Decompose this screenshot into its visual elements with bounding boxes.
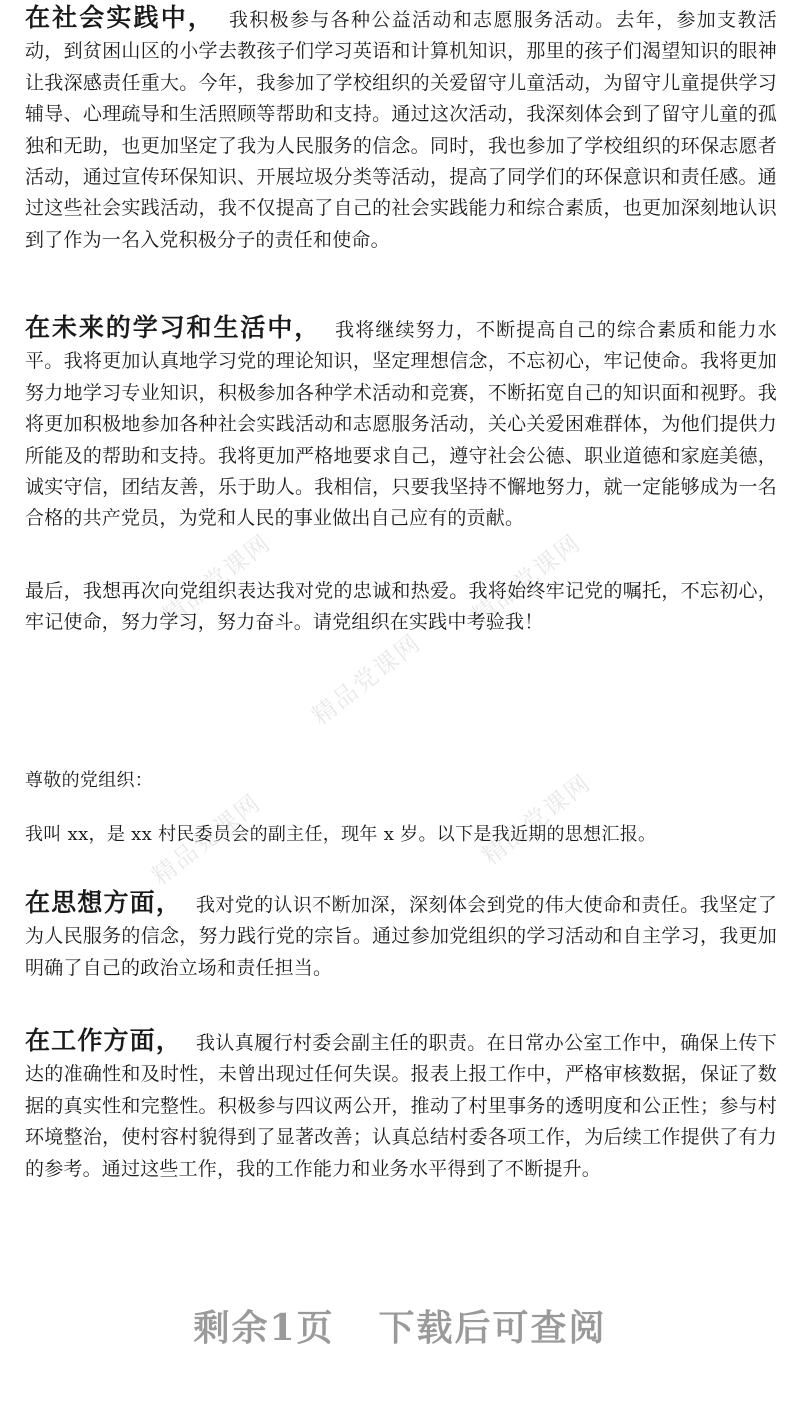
download-to-view-label: 下载后可查阅 — [378, 1307, 607, 1349]
section-body: 我认真履行村委会副主任的职责。在日常办公室工作中，确保上传下达的准确性和及时性，未曾出现过任何失误。报表上报工作中，严格审核数据，保证了数据的真实性和完整性。积极参与四议两公开，推动了村里事务的透明度和公正性；参与村环境整治，使村容村貌得到了显著改善；认真总结村委各项工作，为后续工作提供了有力的参考。通过这些工作，我的工作能力和业务水平得到了不断提升。 — [25, 1032, 777, 1180]
section-future — [25, 312, 777, 535]
section-heading: 在社会实践中， — [25, 3, 215, 32]
section-body: 我将继续努力，不断提高自己的综合素质和能力水平。我将更加认真地学习党的理论知识，坚定理想信念，不忘初心，牢记使命。我将更加努力地学习专业知识，积极参加各种学术活动和竞赛，不断拓宽自己的知识面和视野。我将更加积极地参加各种社会实践活动和志愿服务活动，关心关爱困难群体，为他们提供力所能及的帮助和支持。我将更加严格地要求自己，遵守社会公德、职业道德和家庭美德，诚实守信，团结友善，乐于助人。我相信，只要我坚持不懈地努力，就一定能够成为一名合格的共产党员，为党和人民的事业做出自己应有的贡献。 — [25, 319, 777, 530]
download-prompt[interactable] — [0, 1300, 800, 1351]
section-heading: 在未来的学习和生活中， — [25, 313, 322, 342]
remaining-pages-label: 剩余1页 — [193, 1307, 335, 1349]
section-work — [25, 1025, 777, 1185]
watermark-5: 精品党课网 — [476, 768, 597, 871]
watermark-1: 精品党课网 — [156, 528, 277, 631]
greeting-line: 尊敬的党组织： — [25, 770, 154, 791]
section-thought — [25, 887, 777, 984]
closing-body: 最后，我想再次向党组织表达我对党的忠诚和热爱。我将始终牢记党的嘱托，不忘初心，牢记使命，努力学习，努力奋斗。请党组织在实践中考验我！ — [25, 580, 777, 634]
watermark-3: 精品党课网 — [306, 628, 427, 731]
closing-paragraph — [25, 576, 777, 639]
watermark-4: 精品党课网 — [146, 788, 267, 891]
watermark-2: 精品党课网 — [466, 528, 587, 631]
section-heading: 在工作方面， — [25, 1026, 183, 1055]
section-body: 我对党的认识不断加深，深刻体会到党的伟大使命和责任。我坚定了为人民服务的信念，努力践行党的宗旨。通过参加党组织的学习活动和自主学习，我更加明确了自己的政治立场和责任担当。 — [25, 894, 777, 979]
section-body: 我积极参与各种公益活动和志愿服务活动。去年，参加支教活动，到贫困山区的小学去教孩子们学习英语和计算机知识，那里的孩子们渴望知识的眼神让我深感责任重大。今年，我参加了学校组织的关爱留守儿童活动，为留守儿童提供学习辅导、心理疏导和生活照顾等帮助和支持。通过这次活动，我深刻体会到了留守儿童的孤独和无助，也更加坚定了我为人民服务的信念。同时，我也参加了学校组织的环保志愿者活动，通过宣传环保知识、开展垃圾分类等活动，提高了同学们的环保意识和责任感。通过这些社会实践活动，我不仅提高了自己的社会实践能力和综合素质，也更加深刻地认识到了作为一名入党积极分子的责任和使命。 — [25, 9, 777, 251]
section-heading: 在思想方面， — [25, 888, 183, 917]
intro-line: 我叫 xx，是 xx 村民委员会的副主任，现年 x 岁。以下是我近期的思想汇报。 — [25, 824, 657, 845]
section-social-practice — [25, 2, 777, 256]
